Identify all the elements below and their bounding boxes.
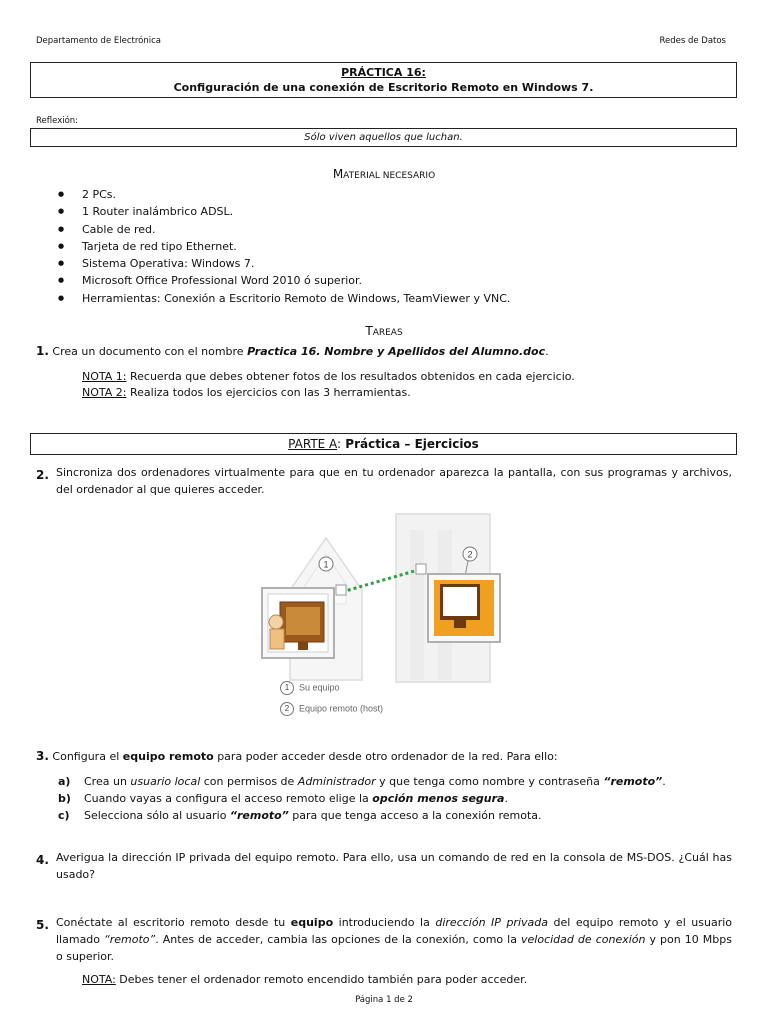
task-5-note: NOTA: Debes tener el ordenador remoto encendido también para poder acceder. xyxy=(82,973,528,986)
legend-remote: 2 Equipo remoto (host) xyxy=(280,702,383,716)
list-item: ● Sistema Operativa: Windows 7. xyxy=(58,255,510,272)
header-department: Departamento de Electrónica xyxy=(36,36,161,46)
list-item: ● Tarjeta de red tipo Ethernet. xyxy=(58,238,510,255)
reflection-text: Sólo viven aquellos que luchan. xyxy=(304,132,463,143)
title-box xyxy=(30,62,737,98)
task-5-text: Conéctate al escritorio remoto desde tu equipo introduciendo la dirección IP privada del equipo remoto y el usuario llamado “remoto”. Antes de acceder, cambia las opciones de la conexión, como la velocidad de conexión y pon 10 Mbps o superior. xyxy=(56,916,732,963)
list-item: ● Cable de red. xyxy=(58,221,510,238)
practice-title: Configuración de una conexión de Escritorio Remoto en Windows 7. xyxy=(173,81,594,94)
svg-text:1: 1 xyxy=(323,559,329,570)
task-3-b: b) Cuando vayas a configura el acceso remoto elige la opción menos segura. xyxy=(58,792,508,805)
task-2-number: 2. xyxy=(36,468,49,482)
list-item: ● Herramientas: Conexión a Escritorio Remoto de Windows, TeamViewer y VNC. xyxy=(58,290,510,307)
task-4-number: 4. xyxy=(36,853,49,867)
task-3: 3. Configura el equipo remoto para poder acceder desde otro ordenador de la red. Para ello: xyxy=(36,749,558,763)
remote-computer-icon xyxy=(428,574,500,642)
legend-local: 1 Su equipo xyxy=(280,681,340,695)
task-1-note-1: NOTA 1: Recuerda que debes obtener fotos de los resultados obtenidos en cada ejercicio. xyxy=(82,370,575,383)
parte-a-title: Práctica – Ejercicios xyxy=(341,437,479,451)
header-subject: Redes de Datos xyxy=(659,36,726,46)
material-list xyxy=(58,186,510,307)
practice-number: PRÁCTICA 16: xyxy=(341,66,426,79)
task-4-text: Averigua la dirección IP privada del equipo remoto. Para ello, usa un comando de red en la consola de MS-DOS. ¿Cuál has usado? xyxy=(56,851,732,881)
document-name: Practica 16. Nombre y Apellidos del Alumno.doc xyxy=(247,345,546,358)
svg-text:2: 2 xyxy=(467,549,473,560)
task-2-text: Sincroniza dos ordenadores virtualmente para que en tu ordenador aparezca la pantalla, con sus programas y archivos, del ordenador al que quieres acceder. xyxy=(56,466,732,496)
task-5-number: 5. xyxy=(36,918,49,932)
tareas-heading: TAREAS xyxy=(365,324,403,338)
task-3-a: a) Crea un usuario local con permisos de Administrador y que tenga como nombre y contraseña “remoto”. xyxy=(58,775,666,788)
local-computer-icon xyxy=(262,588,334,658)
reflection-label: Reflexión: xyxy=(36,116,79,126)
parte-a-box: PARTE A: Práctica – Ejercicios xyxy=(30,433,737,455)
material-heading: MATERIAL NECESARIO xyxy=(332,167,436,181)
list-item: ● 1 Router inalámbrico ADSL. xyxy=(58,203,510,220)
task-1-note-2: NOTA 2: Realiza todos los ejercicios con las 3 herramientas. xyxy=(82,386,411,399)
list-item: ● Microsoft Office Professional Word 2010 ó superior. xyxy=(58,272,510,289)
task-3-c: c) Selecciona sólo al usuario “remoto” para que tenga acceso a la conexión remota. xyxy=(58,809,542,822)
task-1: 1. Crea un documento con el nombre Practica 16. Nombre y Apellidos del Alumno.doc. xyxy=(36,344,549,358)
reflection-box xyxy=(30,128,737,147)
page-number: Página 1 de 2 xyxy=(355,995,413,1005)
parte-a-label: PARTE A xyxy=(288,437,338,451)
list-item: ● 2 PCs. xyxy=(58,186,510,203)
